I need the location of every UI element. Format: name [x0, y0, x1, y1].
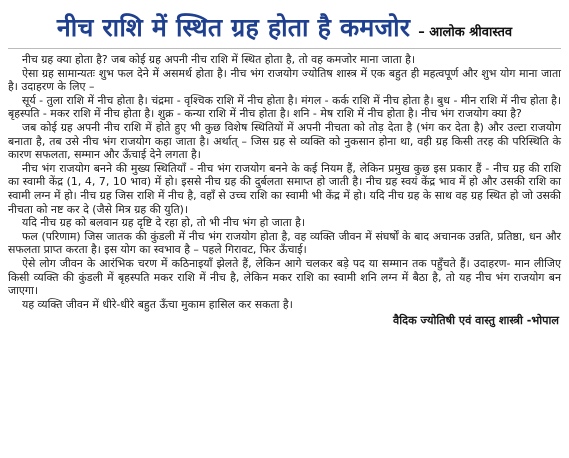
- author-byline: – आलोक श्रीवास्तव: [418, 25, 513, 40]
- paragraph: फल (परिणाम) जिस जातक की कुंडली में नीच भंग राजयोग होता है, वह व्यक्ति जीवन में संघर्षों के बाद अचानक उन्नति, प्रतिष्ठा, धन और सफलता प्राप्त करता है। इस योग का स्वभाव है – पहले गिरावट, फिर ऊँचाई।: [8, 229, 561, 257]
- paragraph: यह व्यक्ति जीवन में धीरे-धीरे बहुत ऊँचा मुकाम हासिल कर सकता है।: [22, 297, 293, 311]
- paragraph: नीच ग्रह क्या होता है? जब कोई ग्रह अपनी नीच राशि में स्थित होता है, तो वह कमजोर माना जाता है।: [22, 53, 416, 66]
- paragraph: ऐसे लोग जीवन के आरंभिक चरण में कठिनाइयाँ झेलते हैं, लेकिन आगे चलकर बड़े पद या सम्मान तक पहुँचते हैं। उदाहरण- मान लीजिए किसी व्यक्ति की कुंडली में बृहस्पति मकर राशि में नीच है, लेकिन मकर राशि का स्वामी शनि लग्न में बैठा है, तो यह नीच भंग राजयोग बन जाएगा।: [8, 256, 561, 298]
- headline-row: [8, 4, 561, 49]
- author-signature: वैदिक ज्योतिषी एवं वास्तु शास्त्री -भोपाल: [393, 314, 559, 328]
- paragraph: सूर्य - तुला राशि में नीच होता है। चंद्रमा - वृश्चिक राशि में नीच होता है। मंगल - कर्क राशि में नीच होता है। बुध - मीन राशि में नीच होता है। बृहस्पति - मकर राशि में नीच होता है। शुक्र - कन्या राशि में नीच होता है। शनि - मेष राशि में नीच होता है। नीच भंग राजयोग क्या है?: [8, 93, 561, 121]
- paragraph: जब कोई ग्रह अपनी नीच राशि में होते हुए भी कुछ विशेष स्थितियों में अपनी नीचता को तोड़ देता है (भंग कर देता है) और उल्टा राजयोग बनाता है, तब उसे नीच भंग राजयोग कहा जाता है। अर्थात् – जिस ग्रह से व्यक्ति को नुकसान होना था, वही ग्रह किसी तरह की परिस्थिति के कारण सफलता, सम्मान और ऊँचाई देने लगता है।: [8, 120, 561, 162]
- article-title: नीच राशि में स्थित ग्रह होता है कमजोर: [56, 13, 411, 42]
- paragraph: नीच भंग राजयोग बनने की मुख्य स्थितियाँ - नीच भंग राजयोग बनने के कई नियम हैं, लेकिन प्रमुख कुछ इस प्रकार हैं - नीच ग्रह की राशि का स्वामी केंद्र (1, 4, 7, 10 भाव) में हो। इससे नीच ग्रह की दुर्बलता समाप्त हो जाती है। नीच ग्रह स्वयं केंद्र भाव में हो और उसकी राशि का स्वामी लग्न में हो। नीच ग्रह जिस राशि में नीच है, वहाँ से उच्च राशि का स्वामी भी केंद्र में हो। यदि नीच ग्रह के साथ वह ग्रह स्थित हो जो उसकी नीचता को नष्ट कर दे (जैसे मित्र ग्रह की युति)।: [8, 161, 561, 216]
- paragraph: यदि नीच ग्रह को बलवान ग्रह दृष्टि दे रहा हो, तो भी नीच भंग हो जाता है।: [22, 216, 306, 230]
- paragraph: ऐसा ग्रह सामान्यतः शुभ फल देने में असमर्थ होता है। नीच भंग राजयोग ज्योतिष शास्त्र में एक बहुत ही महत्वपूर्ण और शुभ योग माना जाता है। उदाहरण के लिए –: [8, 66, 561, 94]
- article-body: [8, 53, 561, 311]
